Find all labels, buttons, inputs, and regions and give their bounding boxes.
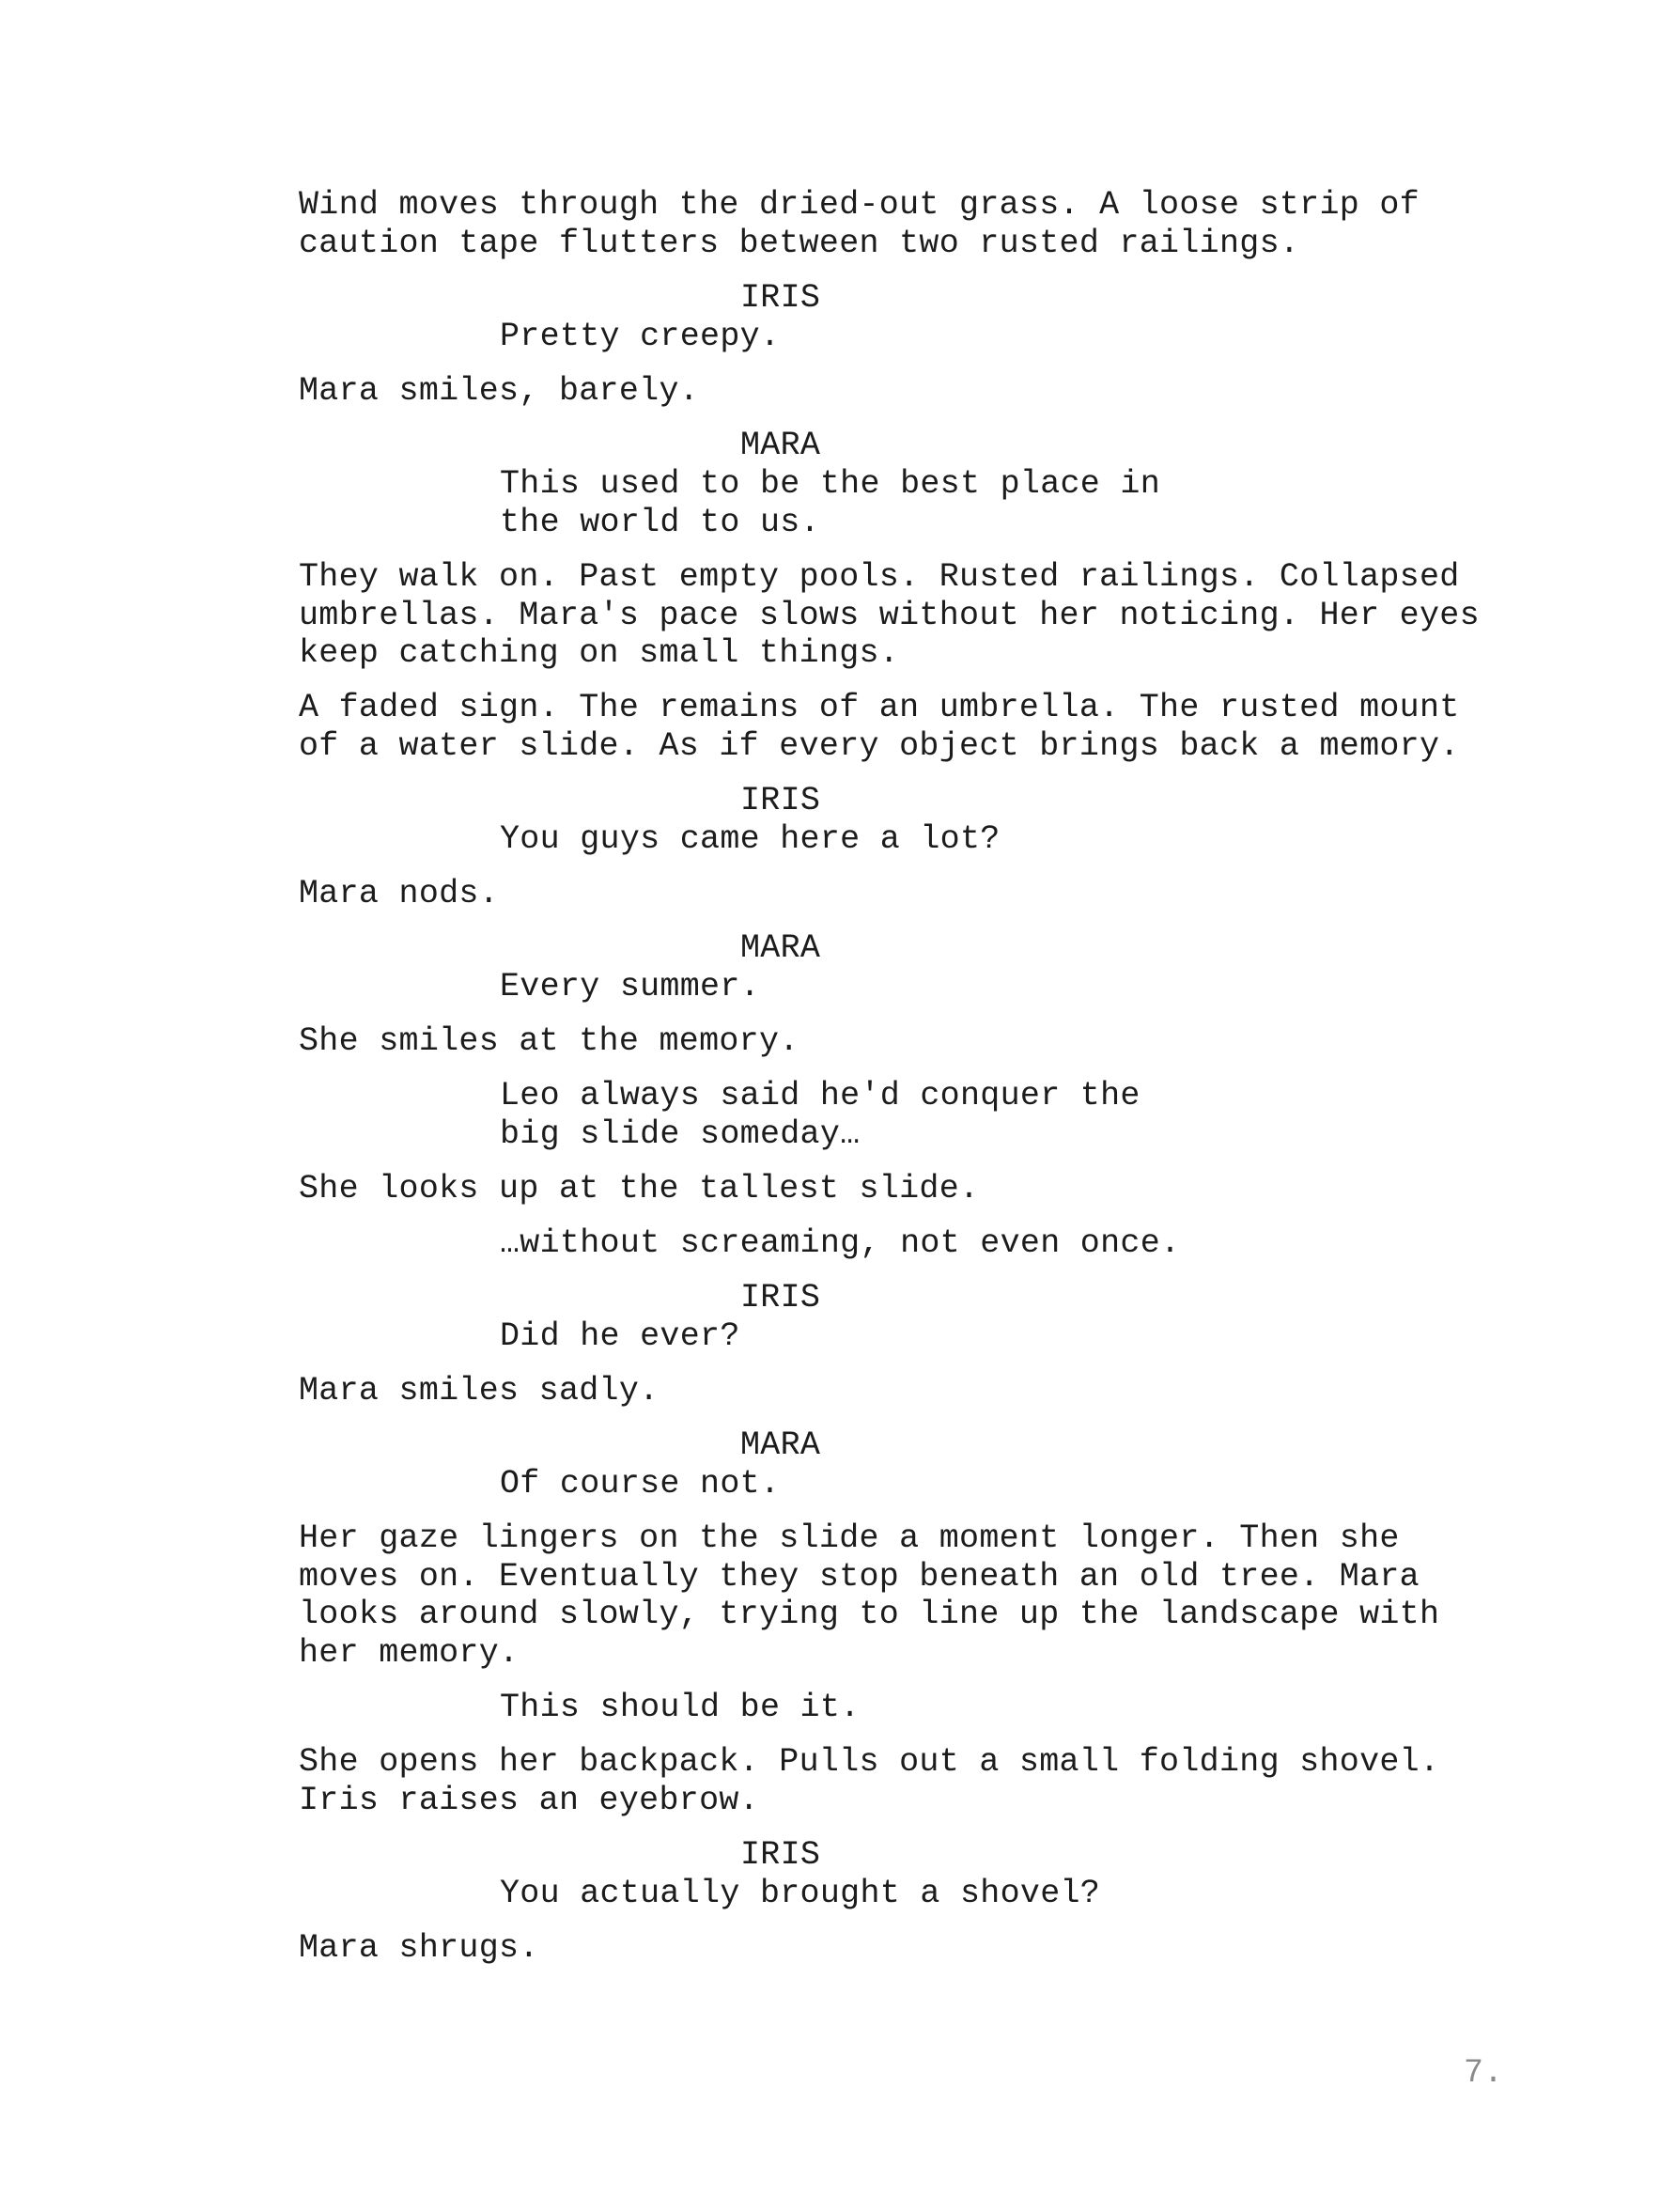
action-line: caution tape flutters between two rusted railings.: [299, 225, 1300, 262]
action-line: of a water slide. As if every object brings back a memory.: [299, 727, 1460, 765]
action-line: Mara smiles, barely.: [299, 372, 700, 410]
action-line: moves on. Eventually they stop beneath an old tree. Mara: [299, 1558, 1420, 1596]
character-name: MARA: [740, 1426, 821, 1464]
action-line: Her gaze lingers on the slide a moment longer. Then she: [299, 1519, 1400, 1557]
dialogue-line: Pretty creepy.: [500, 318, 781, 355]
action-line: Mara shrugs.: [299, 1929, 539, 1967]
dialogue-line: the world to us.: [500, 504, 820, 541]
dialogue-line: …without screaming, not even once.: [500, 1224, 1181, 1262]
dialogue-line: Leo always said he'd conquer the: [500, 1077, 1141, 1114]
dialogue-line: You actually brought a shovel?: [500, 1875, 1101, 1912]
dialogue-line: Did he ever?: [500, 1317, 740, 1355]
action-line: Mara nods.: [299, 875, 500, 912]
action-line: keep catching on small things.: [299, 634, 900, 672]
action-line: She opens her backpack. Pulls out a small folding shovel.: [299, 1743, 1440, 1781]
dialogue-line: You guys came here a lot?: [500, 820, 1001, 858]
action-line: She looks up at the tallest slide.: [299, 1170, 980, 1207]
character-name: IRIS: [740, 782, 821, 819]
dialogue-line: Every summer.: [500, 968, 760, 1005]
character-name: MARA: [740, 427, 821, 464]
dialogue-line: big slide someday…: [500, 1115, 861, 1153]
action-line: She smiles at the memory.: [299, 1022, 799, 1060]
action-line: Mara smiles sadly.: [299, 1372, 660, 1410]
character-name: IRIS: [740, 279, 821, 317]
action-line: her memory.: [299, 1634, 520, 1672]
action-line: A faded sign. The remains of an umbrella. The rusted mount: [299, 689, 1460, 726]
action-line: umbrellas. Mara's pace slows without her noticing. Her eyes: [299, 597, 1480, 634]
dialogue-line: This used to be the best place in: [500, 465, 1161, 503]
action-line: Wind moves through the dried-out grass. A loose strip of: [299, 186, 1420, 224]
character-name: IRIS: [740, 1279, 821, 1316]
action-line: They walk on. Past empty pools. Rusted railings. Collapsed: [299, 558, 1460, 596]
dialogue-line: This should be it.: [500, 1689, 861, 1726]
dialogue-line: Of course not.: [500, 1465, 781, 1503]
character-name: MARA: [740, 929, 821, 967]
page-number: 7.: [1464, 2054, 1504, 2092]
action-line: looks around slowly, trying to line up the landscape with: [299, 1596, 1440, 1633]
action-line: Iris raises an eyebrow.: [299, 1782, 759, 1819]
character-name: IRIS: [740, 1836, 821, 1874]
